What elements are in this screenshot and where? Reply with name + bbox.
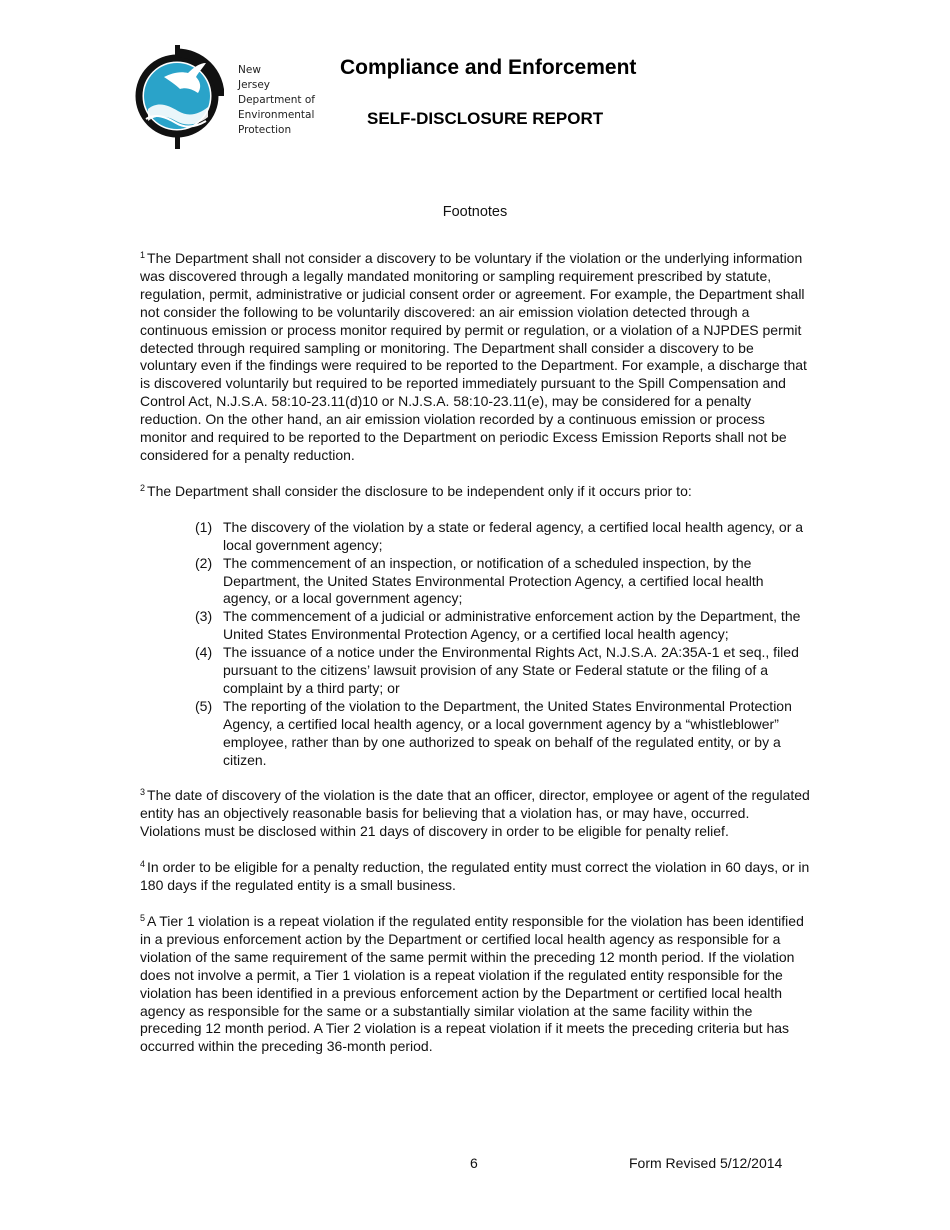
agency-line: Environmental	[238, 109, 315, 121]
report-subtitle: SELF-DISCLOSURE REPORT	[367, 109, 604, 128]
footnote-marker: 5	[140, 913, 146, 923]
footnote-marker: 4	[140, 859, 146, 870]
list-item	[195, 644, 812, 698]
agency-line: Protection	[238, 124, 292, 136]
footnote-text: The Department shall not consider a discovery to be voluntary if the violation or the underlying information was discovered through a legally mandated monitoring or sampling requirement prescribed by statute, regulation, permit, administrative or judicial consent order or agreement. For example, the Department shall not consider the following to be voluntarily discovered: an air emission violation detected through a continuous emission or process monitor required by permit or regulation, or a violation of a NJPDES permit detected through required sampling or monitoring. The Department shall consider a discovery to be voluntary even if the findings were required to be reported to the Department. For example, a discharge that is discovered voluntarily but required to be reported immediately pursuant to the Spill Compensation and Control Act, N.J.S.A. 58:10-23.11(d)10 or N.J.S.A. 58:10-23.11(e), may be considered for a penalty reduction. On the other hand, an air emission violation recorded by a continuous emission or process monitor and required to be reported to the Department on periodic Excess Emission Reports shall not be considered for a penalty reduction.	[140, 250, 807, 463]
footnote-text: The Department shall consider the disclosure to be independent only if it occurs prior to:	[147, 482, 692, 499]
footnote-marker: 1	[140, 250, 146, 260]
agency-line: Jersey	[238, 79, 271, 91]
footnote-3	[140, 787, 812, 841]
footnote-4	[140, 859, 812, 895]
footnote-text: In order to be eligible for a penalty reduction, the regulated entity must correct the violation in 60 days, or in 180 days if the regulated entity is a small business.	[140, 859, 810, 894]
footnote-2	[140, 483, 812, 501]
list-item	[195, 698, 812, 770]
list-item-number: (3)	[195, 608, 213, 625]
agency-line: Department of	[238, 94, 315, 106]
list-item	[195, 555, 812, 609]
agency-name	[238, 63, 315, 138]
list-item-text: The discovery of the violation by a state or federal agency, a certified local health agency, or a local government agency;	[223, 518, 804, 553]
list-item-text: The commencement of an inspection, or notification of a scheduled inspection, by the Department, the United States Environmental Protection Agency, a certified local health agency, or a local government agency;	[223, 554, 764, 607]
footnote-5	[140, 913, 812, 1056]
footnote-text: The date of discovery of the violation is the date that an officer, director, employee or agent of the regulated entity has an objectively reasonable basis for believing that a violation has, or may have, occurred. Violations must be disclosed within 21 days of discovery in order to be eligible for penalty relief.	[140, 787, 810, 840]
footnote-marker: 3	[140, 787, 146, 798]
njdep-seal-icon	[134, 43, 224, 151]
list-item	[195, 519, 812, 555]
list-item-number: (5)	[195, 697, 213, 714]
page-number: 6	[470, 1155, 478, 1171]
list-item-number: (1)	[195, 518, 213, 535]
list-item-text: The issuance of a notice under the Environmental Rights Act, N.J.S.A. 2A:35A-1 et seq., filed pursuant to the citizens’ lawsuit provision of any State or Federal statute or the filing of a complaint by a third party; or	[223, 644, 799, 696]
footnotes-body	[140, 250, 812, 1074]
agency-line: New	[238, 64, 261, 76]
form-revised-date: Form Revised 5/12/2014	[629, 1155, 783, 1171]
footnote-1	[140, 250, 812, 465]
footnote-marker: 2	[140, 482, 146, 493]
list-item-number: (2)	[195, 554, 213, 571]
list-item-text: The commencement of a judicial or administrative enforcement action by the Department, the United States Environmental Protection Agency, or a certified local health agency;	[223, 608, 801, 643]
footnote-text: A Tier 1 violation is a repeat violation if the regulated entity responsible for the violation has been identified in a previous enforcement action by the Department or certified local health agency as responsible for a violation of the same requirement of the same permit within the preceding 12 month period. If the violation does not involve a permit, a Tier 1 violation is a repeat violation if the regulated entity responsible for the violation has been identified in a previous enforcement action by the Department or certified local health agency as responsible for the same or a substantially similar violation at the same facility within the preceding 12 month period. A Tier 2 violation is a repeat violation if it meets the preceding criteria but has occurred within the preceding 36-month period.	[140, 913, 804, 1055]
list-item-text: The reporting of the violation to the Department, the United States Environmental Protection Agency, a certified local health agency, or a local government agency by a “whistleblower” employee, rather than by one authorized to speak on behalf of the regulated entity, or by a citizen.	[223, 697, 792, 768]
list-item	[195, 608, 812, 644]
list-item-number: (4)	[195, 644, 213, 661]
page-title: Compliance and Enforcement	[340, 56, 637, 79]
prior-conditions-list	[195, 519, 812, 770]
footnotes-heading: Footnotes	[442, 204, 508, 220]
